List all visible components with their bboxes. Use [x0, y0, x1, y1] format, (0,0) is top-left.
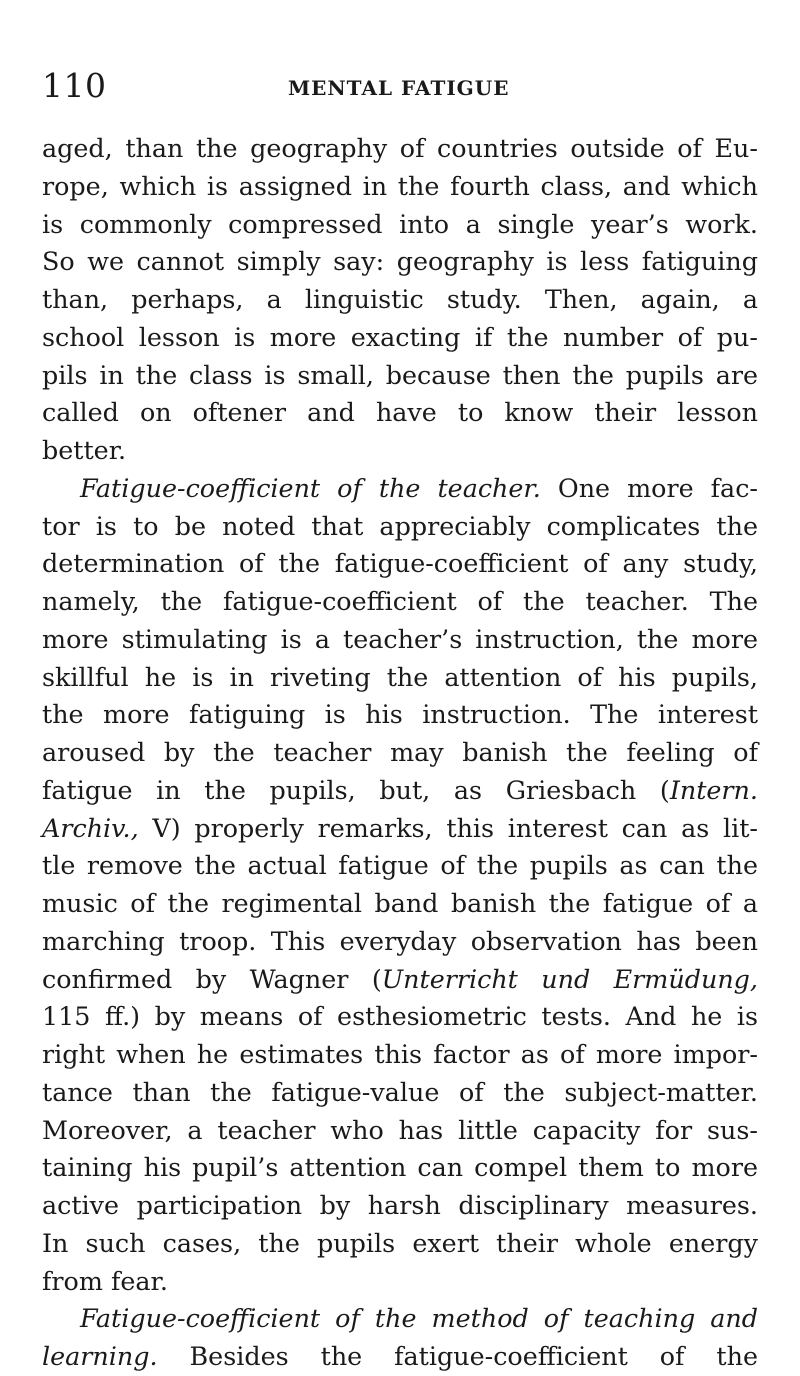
text-line: active participation by harsh disciplinary measures. [42, 1190, 758, 1220]
text-line [42, 961, 758, 999]
text-line: determination of the fatigue-coefficient of any study, [42, 548, 758, 579]
text-line: So we cannot simply say: geography is less fatiguing [42, 246, 758, 277]
text-line: music of the regimental band banish the fatigue of a [42, 888, 758, 918]
text-line [42, 810, 758, 848]
text-run: One more fac- [540, 472, 758, 503]
section-heading-line [42, 470, 758, 508]
text-line: 115 ff.) by means of esthesiometric tests. And he is [42, 1001, 758, 1032]
text-run: fatigue in the pupils, but, as Griesbach ( [42, 774, 670, 805]
text-line: marching troop. This everyday observation has been [42, 925, 758, 956]
text-run: V) properly remarks, this interest can as lit- [138, 812, 758, 843]
text-line: than, perhaps, a linguistic study. Then, again, a [42, 284, 758, 314]
page-number: 110 [42, 66, 107, 105]
running-head: MENTAL FATIGUE [288, 76, 510, 100]
section-heading: Fatigue-coefficient of the teacher. [80, 472, 541, 503]
section-heading: learning. [42, 1341, 158, 1371]
text-line: skillful he is in riveting the attention of his pupils, [42, 661, 758, 692]
citation-italic: Intern. [669, 774, 758, 805]
text-line: tor is to be noted that appreciably complicates the [42, 510, 758, 541]
section-heading-line [42, 1300, 758, 1338]
text-line: tle remove the actual fatigue of the pupils as can the [42, 850, 758, 881]
text-line: is commonly compressed into a single year’s work. [42, 208, 758, 239]
text-line: more stimulating is a teacher’s instruction, the more [42, 623, 758, 654]
text-line: from fear. [42, 1265, 168, 1296]
text-line [42, 1338, 758, 1376]
text-line [42, 772, 758, 810]
text-line: better. [42, 435, 127, 465]
citation-italic: Archiv., [42, 812, 139, 843]
text-line: taining his pupil’s attention can compel them to more [42, 1152, 758, 1183]
text-run: confirmed by Wagner ( [42, 963, 382, 994]
text-line: namely, the fatigue-coefficient of the teacher. The [42, 586, 758, 616]
text-line: aroused by the teacher may banish the feeling of [42, 737, 758, 767]
text-line: school lesson is more exacting if the number of pu- [42, 321, 758, 352]
text-line: called on oftener and have to know their lesson [42, 397, 758, 428]
body-text [42, 130, 758, 1376]
text-run: Besides the fatigue-coefficient of the [157, 1341, 758, 1371]
text-line: rope, which is assigned in the fourth class, and which [42, 170, 758, 201]
section-heading: Fatigue-coefficient of the method of teaching and [80, 1303, 758, 1334]
text-line: pils in the class is small, because then the pupils are [42, 359, 758, 390]
text-line: right when he estimates this factor as of more impor- [42, 1039, 758, 1069]
text-line: aged, than the geography of countries outside of Eu- [42, 133, 758, 163]
citation-italic: Unterricht und Ermüdung, [381, 963, 758, 994]
text-line: Moreover, a teacher who has little capacity for sus- [42, 1114, 758, 1145]
page-header [42, 66, 758, 106]
text-line: In such cases, the pupils exert their whole energy [42, 1227, 758, 1258]
text-line: the more fatiguing is his instruction. The interest [42, 699, 758, 730]
text-line: tance than the fatigue-value of the subject-matter. [42, 1076, 758, 1107]
